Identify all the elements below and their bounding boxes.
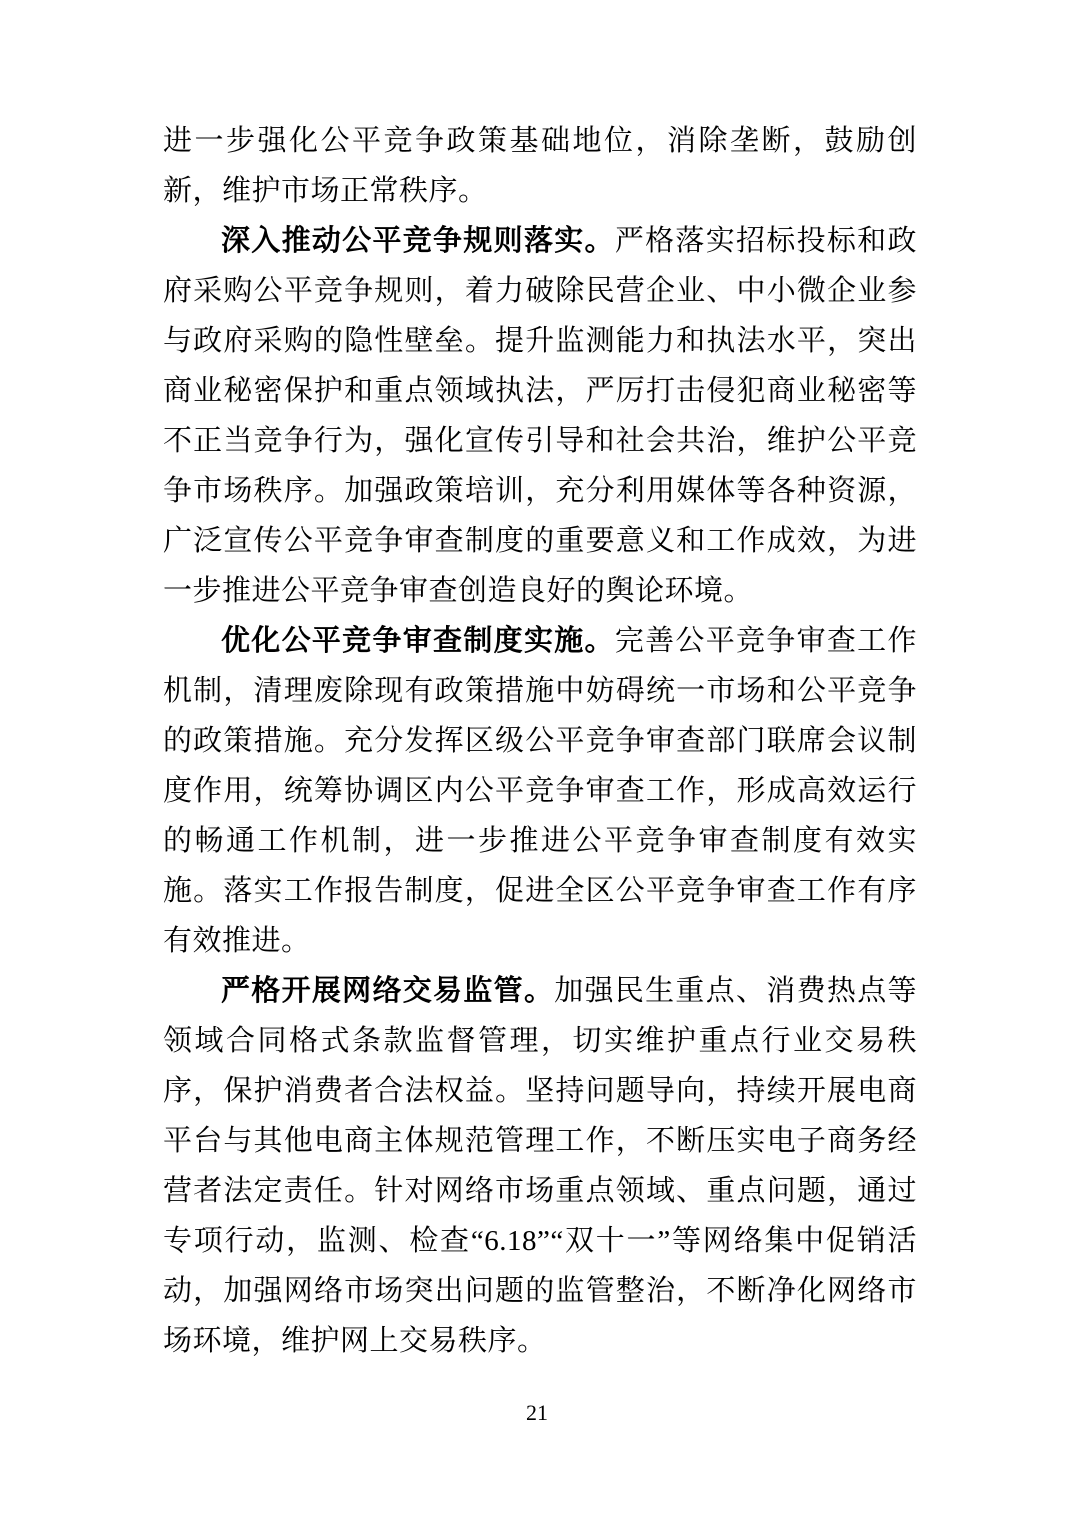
document-body — [163, 116, 917, 1366]
paragraph-lead: 优化公平竞争审查制度实施。 — [221, 625, 615, 657]
paragraph-text: 加强民生重点、消费热点等领域合同格式条款监督管理，切实维护重点行业交易秩序，保护消费者合法权益。坚持问题导向，持续开展电商平台与其他电商主体规范管理工作，不断压实电子商务经营者法定责任。针对网络市场重点领域、重点问题，通过专项行动，监测、检查“6.18”“双十一”等网络集中促销活动，加强网络市场突出问题的监管整治，不断净化网络市场环境，维护网上交易秩序。 — [163, 975, 917, 1357]
paragraph-text: 严格落实招标投标和政府采购公平竞争规则，着力破除民营企业、中小微企业参与政府采购的隐性壁垒。提升监测能力和执法水平，突出商业秘密保护和重点领域执法，严厉打击侵犯商业秘密等不正当竞争行为，强化宣传引导和社会共治，维护公平竞争市场秩序。加强政策培训，充分利用媒体等各种资源，广泛宣传公平竞争审查制度的重要意义和工作成效，为进一步推进公平竞争审查创造良好的舆论环境。 — [163, 225, 917, 607]
paragraph — [163, 616, 917, 966]
paragraph-text: 完善公平竞争审查工作机制，清理废除现有政策措施中妨碍统一市场和公平竞争的政策措施。充分发挥区级公平竞争审查部门联席会议制度作用，统筹协调区内公平竞争审查工作，形成高效运行的畅通工作机制，进一步推进公平竞争审查制度有效实施。落实工作报告制度，促进全区公平竞争审查工作有序有效推进。 — [163, 625, 917, 957]
paragraph-lead: 深入推动公平竞争规则落实。 — [221, 225, 615, 257]
paragraph-continuation — [163, 116, 917, 216]
paragraph-text: 进一步强化公平竞争政策基础地位，消除垄断，鼓励创新，维护市场正常秩序。 — [163, 125, 917, 207]
paragraph — [163, 966, 917, 1366]
paragraph-lead: 严格开展网络交易监管。 — [221, 975, 555, 1007]
page-number: 21 — [526, 1400, 548, 1425]
paragraph — [163, 216, 917, 616]
